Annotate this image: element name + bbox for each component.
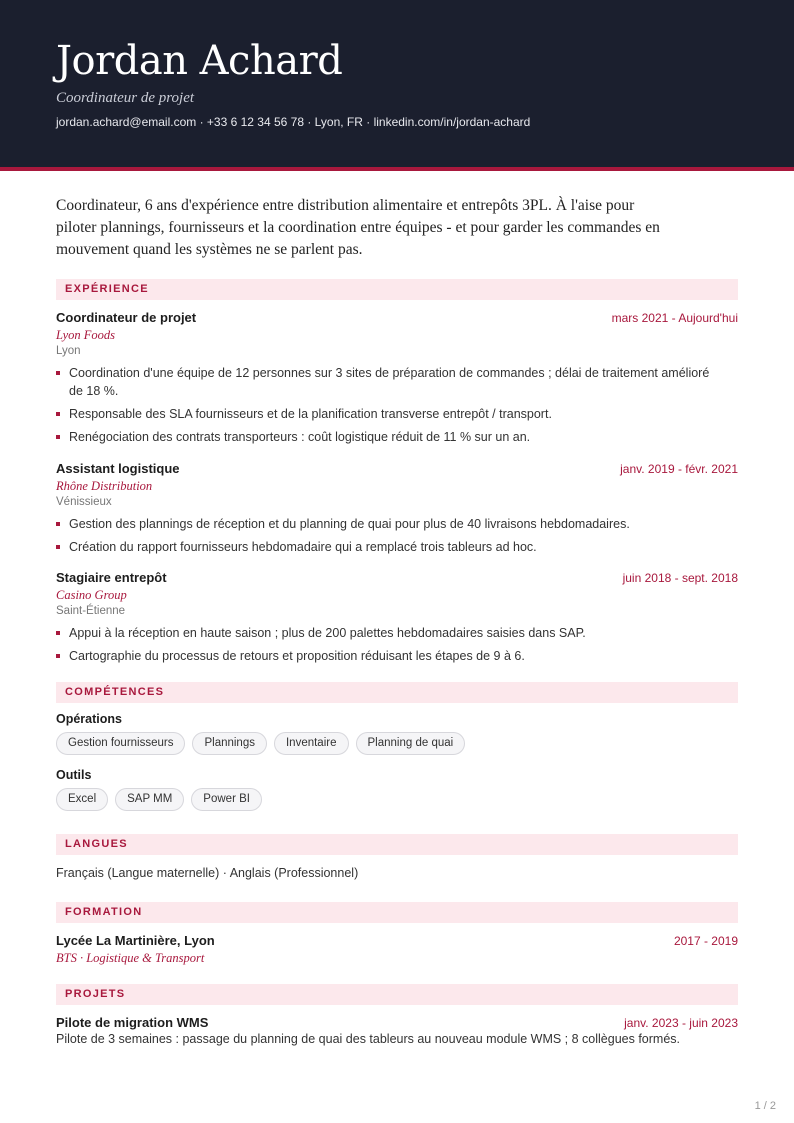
job-location: Saint-Étienne: [56, 605, 126, 617]
job-location: Vénissieux: [56, 496, 112, 508]
skill-chip: Plannings: [192, 732, 267, 755]
candidate-role: Coordinateur de projet: [56, 90, 195, 106]
skill-chips: [56, 788, 262, 811]
job-title: Assistant logistique: [56, 461, 180, 476]
job-bullet: Responsable des SLA fournisseurs et de la planification transverse entrepôt / transport.: [56, 405, 716, 423]
skill-chip: Gestion fournisseurs: [56, 732, 185, 755]
job-bullet: Gestion des plannings de réception et du planning de quai pour plus de 40 livraisons hebdomadaires.: [56, 515, 716, 533]
skill-chip: Inventaire: [274, 732, 349, 755]
skill-chip: Power BI: [191, 788, 262, 811]
job-company: Rhône Distribution: [56, 479, 153, 493]
section-title: EXPÉRIENCE: [65, 283, 149, 295]
section-title: FORMATION: [65, 906, 143, 918]
section-projects: [56, 984, 738, 1005]
job-dates: juin 2018 - sept. 2018: [622, 571, 738, 585]
education-dates: 2017 - 2019: [673, 934, 738, 948]
skill-chip: Excel: [56, 788, 108, 811]
section-title: COMPÉTENCES: [65, 686, 165, 698]
job-bullet: Renégociation des contrats transporteurs : coût logistique réduit de 11 % sur un an.: [56, 428, 716, 446]
section-title: LANGUES: [65, 838, 128, 850]
job-dates: janv. 2019 - févr. 2021: [620, 462, 738, 476]
job-title: Stagiaire entrepôt: [56, 570, 167, 585]
skill-group-label: Opérations: [56, 712, 122, 726]
skill-chip: Planning de quai: [356, 732, 466, 755]
job-dates: mars 2021 - Aujourd'hui: [611, 311, 738, 325]
candidate-name: Jordan Achard: [56, 38, 343, 84]
section-title: PROJETS: [65, 988, 126, 1000]
page-number: 1 / 2: [754, 1100, 776, 1112]
job-bullet: Coordination d'une équipe de 12 personnes sur 3 sites de préparation de commandes ; délai de traitement amélioré de 18 %.: [56, 364, 716, 400]
project-description: Pilote de 3 semaines : passage du planning de quai des tableurs au nouveau module WMS ; 8 collègues formés.: [56, 1032, 680, 1046]
languages-list: Français (Langue maternelle) · Anglais (Professionnel): [56, 866, 359, 880]
project-dates: janv. 2023 - juin 2023: [624, 1016, 738, 1030]
job-company: Casino Group: [56, 588, 127, 602]
job-location: Lyon: [56, 345, 81, 357]
contact-line: jordan.achard@email.com · +33 6 12 34 56 78 · Lyon, FR · linkedin.com/in/jordan-achard: [56, 115, 531, 129]
job-bullet: Appui à la réception en haute saison ; plus de 200 palettes hebdomadaires saisies dans SAP.: [56, 624, 716, 642]
section-languages: [56, 834, 738, 855]
education-school: Lycée La Martinière, Lyon: [56, 933, 215, 948]
job-company: Lyon Foods: [56, 328, 116, 342]
education-degree: BTS · Logistique & Transport: [56, 951, 205, 965]
skill-chip: SAP MM: [115, 788, 184, 811]
section-education: [56, 902, 738, 923]
job-bullet: Création du rapport fournisseurs hebdomadaire qui a remplacé trois tableurs ad hoc.: [56, 538, 716, 556]
project-title: Pilote de migration WMS: [56, 1015, 209, 1030]
section-skills: [56, 682, 738, 703]
skill-group-label: Outils: [56, 768, 92, 782]
skill-chips: [56, 732, 465, 755]
header-accent-rule: [0, 167, 794, 171]
profile-summary: Coordinateur, 6 ans d'expérience entre distribution alimentaire et entrepôts 3PL. À l'aise pour piloter plannings, fournisseurs et la coordination entre équipes - et pour garder les commandes en mouvement quand les systèmes ne se parlent pas.: [56, 197, 660, 258]
job-bullet: Cartographie du processus de retours et proposition réduisant les étapes de 9 à 6.: [56, 647, 716, 665]
section-experience: [56, 279, 738, 300]
job-title: Coordinateur de projet: [56, 310, 197, 325]
